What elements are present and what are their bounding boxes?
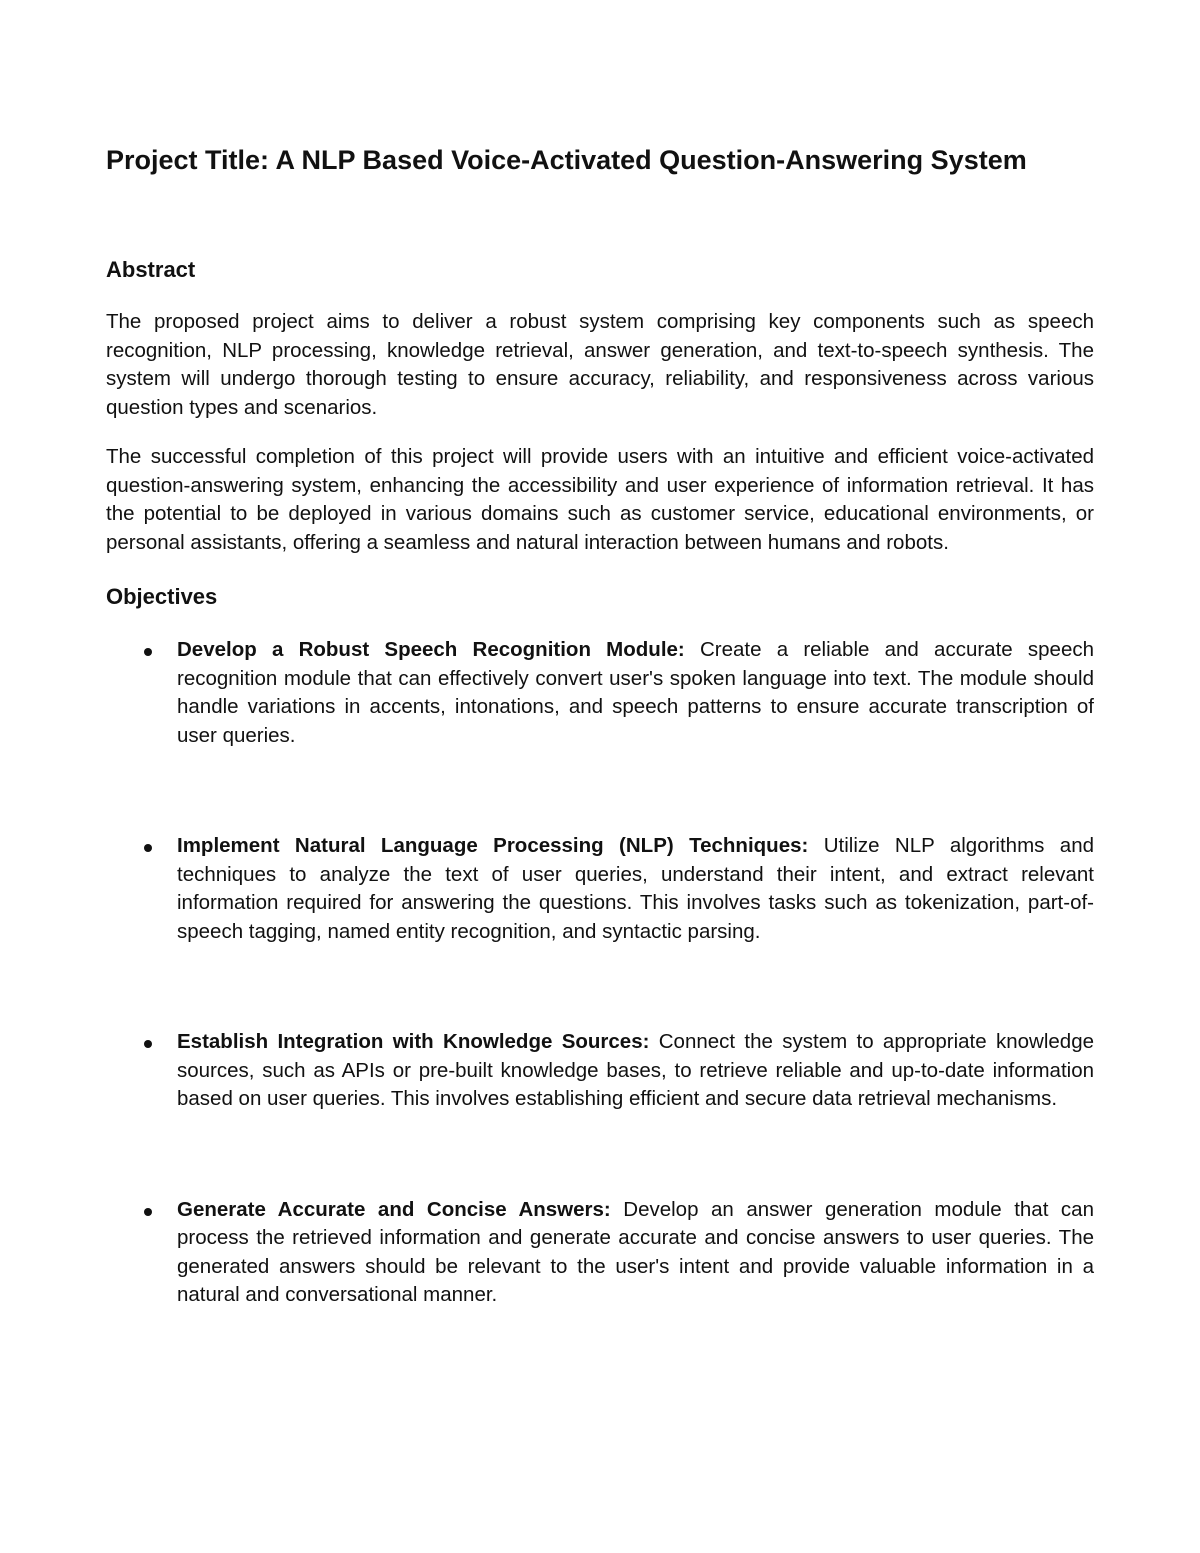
objective-lead: Implement Natural Language Processing (NLP) Techniques: xyxy=(177,834,809,857)
objective-lead: Develop a Robust Speech Recognition Module: xyxy=(177,638,685,661)
objective-text: Create a reliable and accurate speech recognition module that can effectively convert user's spoken language into text. The module should handle variations in accents, intonations, and speech patterns to ensure accurate transcription of user queries. xyxy=(177,638,1094,747)
objective-text: Develop an answer generation module that can process the retrieved information and generate accurate and concise answers to user queries. The generated answers should be relevant to the user's intent and provide valuable information in a natural and conversational manner. xyxy=(177,1197,1094,1306)
abstract-paragraph-2: The successful completion of this project will provide users with an intuitive and efficient voice-activated question-answering system, enhancing the accessibility and user experience of information retrieval. It has the potential to be deployed in various domains such as customer service, educational environments, or personal assistants, offering a seamless and natural interaction between humans and robots. xyxy=(106,445,1094,554)
bullet-icon xyxy=(144,1208,152,1216)
objective-lead: Generate Accurate and Concise Answers: xyxy=(177,1197,611,1221)
objective-item xyxy=(106,636,1094,750)
objective-text: Connect the system to appropriate knowledge sources, such as APIs or pre-built knowledge bases, to retrieve reliable and up-to-date information based on user queries. This involves establishing efficient and secure data retrieval mechanisms. xyxy=(177,1030,1094,1110)
objective-item xyxy=(106,832,1094,946)
objective-item xyxy=(106,1196,1094,1310)
objective-item xyxy=(106,1028,1094,1114)
document-page xyxy=(106,140,1094,1310)
abstract-paragraph-1: The proposed project aims to deliver a robust system comprising key components such as speech recognition, NLP processing, knowledge retrieval, answer generation, and text-to-speech synthesis. The system will undergo thorough testing to ensure accuracy, reliability, and responsiveness across various question types and scenarios. xyxy=(106,310,1094,419)
objective-text: Utilize NLP algorithms and techniques to analyze the text of user queries, understand their intent, and extract relevant information required for answering the questions. This involves tasks such as tokenization, part-of-speech tagging, named entity recognition, and syntactic parsing. xyxy=(177,834,1094,943)
objectives-heading: Objectives xyxy=(106,584,218,609)
page-title: Project Title: A NLP Based Voice-Activated Question-Answering System xyxy=(106,145,1027,175)
objective-lead: Establish Integration with Knowledge Sources: xyxy=(177,1030,650,1053)
bullet-icon xyxy=(144,844,152,852)
bullet-icon xyxy=(144,648,152,656)
bullet-icon xyxy=(144,1040,152,1048)
objectives-list xyxy=(106,636,1094,1310)
abstract-heading: Abstract xyxy=(106,257,196,282)
